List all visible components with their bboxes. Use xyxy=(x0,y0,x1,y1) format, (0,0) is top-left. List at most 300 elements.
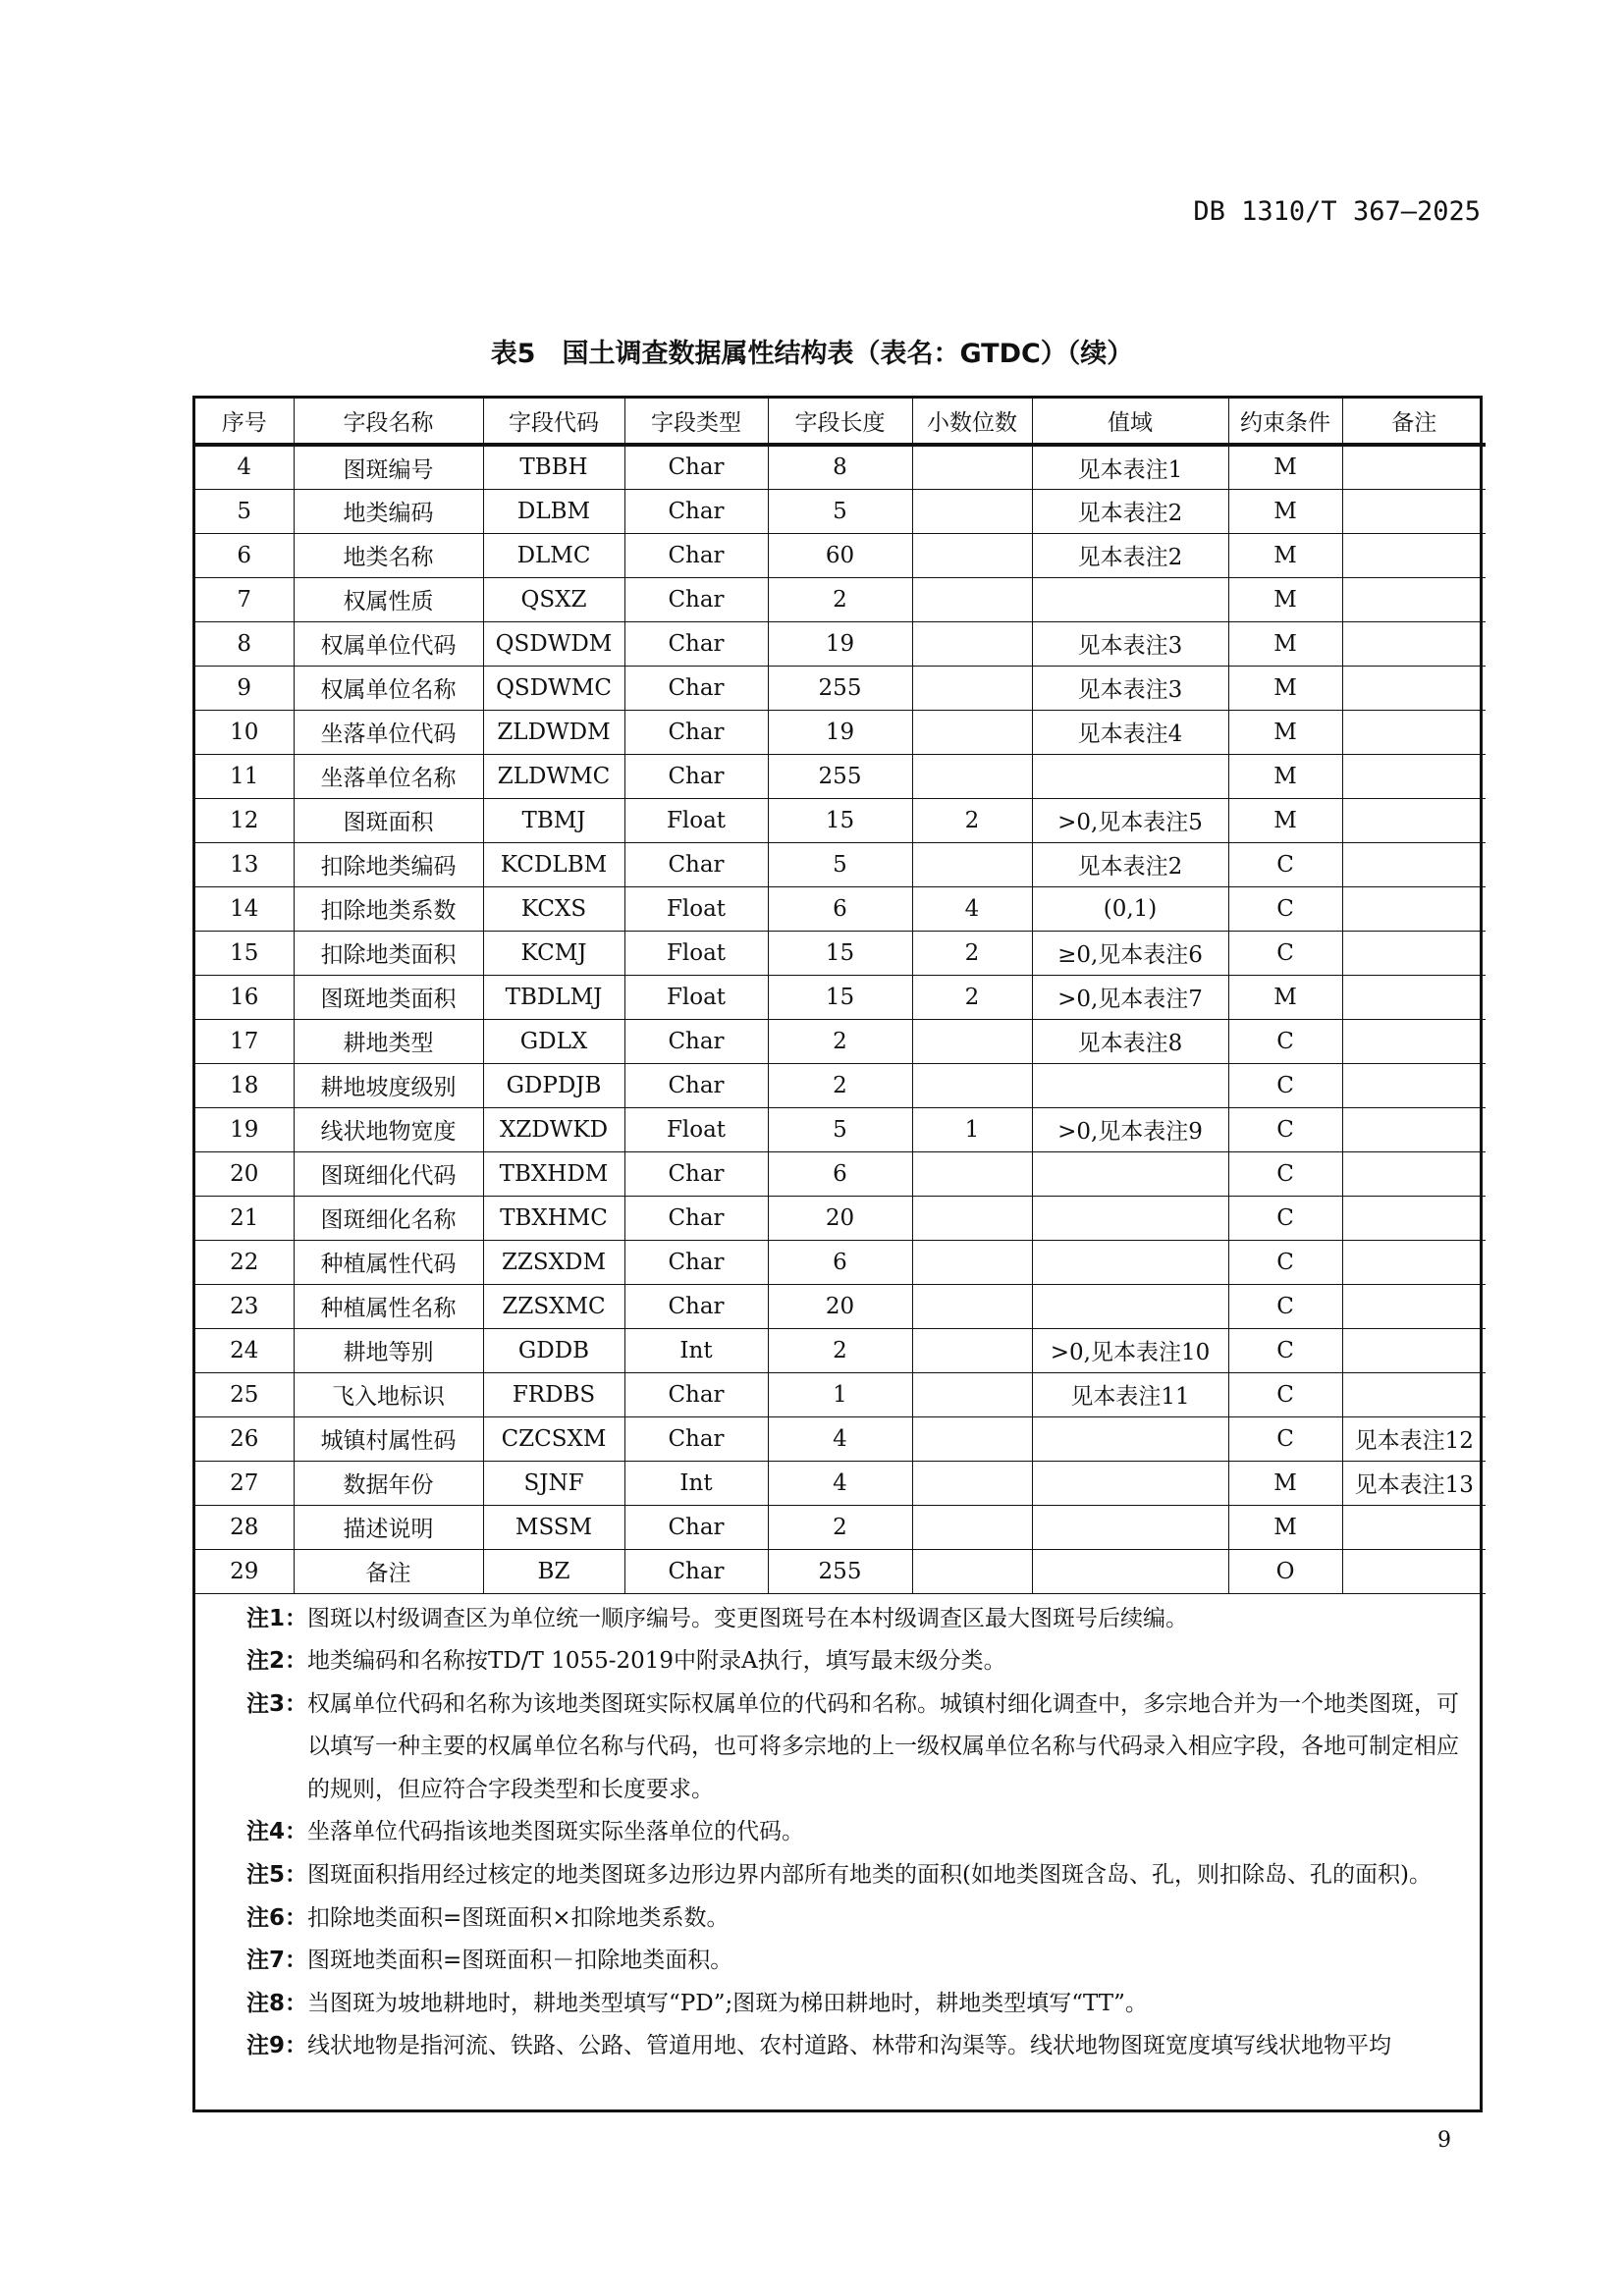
table-row xyxy=(195,975,1486,1019)
note-text: 图斑以村级调查区为单位统一顺序编号。变更图斑号在本村级调查区最大图斑号后续编。 xyxy=(307,1605,1189,1631)
table-cell xyxy=(912,1328,1032,1372)
table-cell: 27 xyxy=(195,1461,294,1505)
table-cell xyxy=(1032,1240,1228,1284)
table-cell: C xyxy=(1228,1019,1342,1063)
table-cell: 4 xyxy=(768,1416,912,1461)
table-cell: 见本表注2 xyxy=(1032,842,1228,886)
table-row xyxy=(195,621,1486,666)
table-cell: 17 xyxy=(195,1019,294,1063)
table-cell: 耕地等别 xyxy=(294,1328,483,1372)
table-cell: O xyxy=(1228,1549,1342,1593)
table-cell: 种植属性名称 xyxy=(294,1284,483,1328)
table-cell: 见本表注3 xyxy=(1032,621,1228,666)
table-cell: 13 xyxy=(195,842,294,886)
table-cell: 线状地物宽度 xyxy=(294,1107,483,1151)
table-cell: 图斑编号 xyxy=(294,445,483,489)
note-text: 权属单位代码和名称为该地类图斑实际权属单位的代码和名称。城镇村细化调查中，多宗地合并为一个地类图斑，可以填写一种主要的权属单位名称与代码，也可将多宗地的上一级权属单位名称与代码录入相应字段，各地可制定相应的规则，但应符合字段类型和长度要求。 xyxy=(307,1690,1460,1802)
table-cell: Char xyxy=(624,533,768,577)
table-cell: >0,见本表注7 xyxy=(1032,975,1228,1019)
table-cell: 扣除地类面积 xyxy=(294,931,483,975)
table-cell: M xyxy=(1228,489,1342,533)
table-cell: 图斑面积 xyxy=(294,798,483,842)
table-cell xyxy=(1342,533,1486,577)
table-cell xyxy=(912,710,1032,754)
table-cell xyxy=(1342,1196,1486,1240)
table-cell: 扣除地类系数 xyxy=(294,886,483,931)
table-cell: TBMJ xyxy=(483,798,624,842)
table-cell: MSSM xyxy=(483,1505,624,1549)
note-item xyxy=(246,2025,1480,2068)
table-cell: 25 xyxy=(195,1372,294,1416)
table-cell: 20 xyxy=(195,1151,294,1196)
note-text: 扣除地类面积=图斑面积×扣除地类系数。 xyxy=(307,1904,730,1931)
table-cell xyxy=(1342,754,1486,798)
column-header: 字段代码 xyxy=(483,399,624,445)
table-cell: C xyxy=(1228,1328,1342,1372)
table-cell xyxy=(912,621,1032,666)
table-cell: 20 xyxy=(768,1284,912,1328)
table-cell: 20 xyxy=(768,1196,912,1240)
table-cell: 60 xyxy=(768,533,912,577)
table-cell: ZZSXDM xyxy=(483,1240,624,1284)
attribute-table-frame xyxy=(192,396,1483,2112)
table-cell: M xyxy=(1228,445,1342,489)
table-cell: 坐落单位名称 xyxy=(294,754,483,798)
table-cell xyxy=(912,1284,1032,1328)
table-cell: 9 xyxy=(195,666,294,710)
table-cell: Float xyxy=(624,798,768,842)
table-title: 表5 国土调查数据属性结构表（表名：GTDC）（续） xyxy=(490,339,1134,369)
table-cell xyxy=(1032,1196,1228,1240)
column-header: 字段长度 xyxy=(768,399,912,445)
note-item xyxy=(246,1683,1480,1812)
table-cell: 6 xyxy=(768,1240,912,1284)
table-cell: 255 xyxy=(768,754,912,798)
table-cell: C xyxy=(1228,842,1342,886)
note-text: 坐落单位代码指该地类图斑实际坐落单位的代码。 xyxy=(307,1819,805,1845)
table-cell: C xyxy=(1228,1107,1342,1151)
table-cell: DLBM xyxy=(483,489,624,533)
table-cell: 18 xyxy=(195,1063,294,1107)
table-cell: C xyxy=(1228,1240,1342,1284)
table-cell xyxy=(912,445,1032,489)
table-cell: 5 xyxy=(768,489,912,533)
note-text: 图斑面积指用经过核定的地类图斑多边形边界内部所有地类的面积(如地类图斑含岛、孔，则扣除岛、孔的面积)。 xyxy=(307,1862,1432,1889)
table-cell: 19 xyxy=(768,621,912,666)
table-cell: C xyxy=(1228,931,1342,975)
table-cell: Char xyxy=(624,489,768,533)
table-cell: QSDWDM xyxy=(483,621,624,666)
table-cell: C xyxy=(1228,1196,1342,1240)
table-cell: C xyxy=(1228,1063,1342,1107)
table-cell: (0,1) xyxy=(1032,886,1228,931)
table-cell: 22 xyxy=(195,1240,294,1284)
table-cell xyxy=(912,842,1032,886)
table-row xyxy=(195,931,1486,975)
table-cell: 见本表注8 xyxy=(1032,1019,1228,1063)
table-cell: 15 xyxy=(768,975,912,1019)
table-cell: 2 xyxy=(912,798,1032,842)
table-row xyxy=(195,1328,1486,1372)
table-cell: 5 xyxy=(768,1107,912,1151)
table-cell xyxy=(912,1240,1032,1284)
table-cell xyxy=(1342,445,1486,489)
table-row xyxy=(195,1372,1486,1416)
table-cell: SJNF xyxy=(483,1461,624,1505)
table-cell: >0,见本表注9 xyxy=(1032,1107,1228,1151)
table-row xyxy=(195,842,1486,886)
table-cell: BZ xyxy=(483,1549,624,1593)
note-text: 图斑地类面积=图斑面积－扣除地类面积。 xyxy=(307,1948,733,1974)
table-cell: M xyxy=(1228,666,1342,710)
note-label: 注3： xyxy=(246,1690,308,1717)
table-cell xyxy=(1342,621,1486,666)
table-cell xyxy=(1342,1019,1486,1063)
table-cell: KCMJ xyxy=(483,931,624,975)
table-cell: 2 xyxy=(768,1063,912,1107)
table-cell: 7 xyxy=(195,577,294,621)
table-cell: 飞入地标识 xyxy=(294,1372,483,1416)
table-cell: 23 xyxy=(195,1284,294,1328)
table-cell: 15 xyxy=(768,931,912,975)
table-cell: 26 xyxy=(195,1416,294,1461)
table-cell: 2 xyxy=(768,1505,912,1549)
table-cell xyxy=(912,577,1032,621)
table-cell xyxy=(1342,1151,1486,1196)
table-row xyxy=(195,666,1486,710)
table-cell xyxy=(912,1151,1032,1196)
table-cell xyxy=(1342,666,1486,710)
table-cell: M xyxy=(1228,533,1342,577)
table-cell xyxy=(1342,1107,1486,1151)
table-cell: >0,见本表注10 xyxy=(1032,1328,1228,1372)
table-cell: TBXHDM xyxy=(483,1151,624,1196)
table-row xyxy=(195,710,1486,754)
note-label: 注8： xyxy=(246,1990,308,2016)
table-cell: KCDLBM xyxy=(483,842,624,886)
column-header: 约束条件 xyxy=(1228,399,1342,445)
table-cell: Char xyxy=(624,1196,768,1240)
table-cell: 耕地坡度级别 xyxy=(294,1063,483,1107)
table-cell: 28 xyxy=(195,1505,294,1549)
table-cell: 5 xyxy=(195,489,294,533)
attribute-table xyxy=(195,399,1486,1594)
table-cell: 10 xyxy=(195,710,294,754)
table-cell: 4 xyxy=(195,445,294,489)
table-cell xyxy=(912,1196,1032,1240)
note-text: 当图斑为坡地耕地时，耕地类型填写“PD”;图斑为梯田耕地时，耕地类型填写“TT”。 xyxy=(307,1990,1148,2016)
table-cell: 4 xyxy=(768,1461,912,1505)
column-header: 备注 xyxy=(1342,399,1486,445)
table-cell xyxy=(1342,710,1486,754)
note-item xyxy=(246,1854,1480,1897)
table-cell xyxy=(912,1416,1032,1461)
table-cell: Char xyxy=(624,710,768,754)
table-cell: 见本表注3 xyxy=(1032,666,1228,710)
table-cell: 6 xyxy=(195,533,294,577)
table-cell: 坐落单位代码 xyxy=(294,710,483,754)
table-row xyxy=(195,1196,1486,1240)
note-label: 注1： xyxy=(246,1605,308,1631)
table-cell: 2 xyxy=(912,931,1032,975)
page-number: 9 xyxy=(1437,2128,1451,2153)
table-row xyxy=(195,1107,1486,1151)
table-cell: 耕地类型 xyxy=(294,1019,483,1063)
table-cell: Char xyxy=(624,1549,768,1593)
table-cell: 见本表注2 xyxy=(1032,533,1228,577)
table-cell xyxy=(1032,1505,1228,1549)
table-cell: 29 xyxy=(195,1549,294,1593)
table-cell: C xyxy=(1228,1372,1342,1416)
table-cell: Char xyxy=(624,1505,768,1549)
table-cell: 5 xyxy=(768,842,912,886)
table-cell: 数据年份 xyxy=(294,1461,483,1505)
table-cell: 1 xyxy=(768,1372,912,1416)
table-row xyxy=(195,1505,1486,1549)
table-cell: 15 xyxy=(768,798,912,842)
table-cell: 权属单位代码 xyxy=(294,621,483,666)
table-cell: GDDB xyxy=(483,1328,624,1372)
column-header: 序号 xyxy=(195,399,294,445)
table-row xyxy=(195,754,1486,798)
table-cell: M xyxy=(1228,577,1342,621)
table-row xyxy=(195,1284,1486,1328)
table-cell: 255 xyxy=(768,666,912,710)
table-cell xyxy=(912,1063,1032,1107)
table-cell: ≥0,见本表注6 xyxy=(1032,931,1228,975)
table-cell: 图斑细化名称 xyxy=(294,1196,483,1240)
table-cell xyxy=(1032,754,1228,798)
table-cell: KCXS xyxy=(483,886,624,931)
table-cell: M xyxy=(1228,754,1342,798)
table-cell: C xyxy=(1228,886,1342,931)
table-cell xyxy=(912,1019,1032,1063)
table-cell xyxy=(1342,1505,1486,1549)
table-cell: 图斑细化代码 xyxy=(294,1151,483,1196)
note-label: 注6： xyxy=(246,1904,308,1931)
table-cell: Char xyxy=(624,445,768,489)
table-cell: 19 xyxy=(195,1107,294,1151)
table-cell: QSDWMC xyxy=(483,666,624,710)
table-cell: 1 xyxy=(912,1107,1032,1151)
table-cell xyxy=(1342,1063,1486,1107)
note-label: 注7： xyxy=(246,1948,308,1974)
table-cell: C xyxy=(1228,1284,1342,1328)
table-cell: Char xyxy=(624,1416,768,1461)
table-row xyxy=(195,1549,1486,1593)
table-cell: 21 xyxy=(195,1196,294,1240)
table-cell: 见本表注4 xyxy=(1032,710,1228,754)
column-header: 值域 xyxy=(1032,399,1228,445)
table-cell: CZCSXM xyxy=(483,1416,624,1461)
table-cell: 地类名称 xyxy=(294,533,483,577)
table-cell: 种植属性代码 xyxy=(294,1240,483,1284)
table-cell xyxy=(912,1505,1032,1549)
table-cell: Char xyxy=(624,1240,768,1284)
note-item xyxy=(246,1598,1480,1641)
table-cell: TBBH xyxy=(483,445,624,489)
table-cell: M xyxy=(1228,975,1342,1019)
table-cell: >0,见本表注5 xyxy=(1032,798,1228,842)
table-cell: 4 xyxy=(912,886,1032,931)
note-label: 注4： xyxy=(246,1819,308,1845)
note-text: 地类编码和名称按TD/T 1055-2019中附录A执行，填写最末级分类。 xyxy=(307,1648,1006,1675)
table-cell xyxy=(1342,886,1486,931)
table-cell: Char xyxy=(624,1372,768,1416)
table-cell: DLMC xyxy=(483,533,624,577)
table-notes xyxy=(195,1594,1480,2069)
table-row xyxy=(195,1063,1486,1107)
table-cell: 见本表注11 xyxy=(1032,1372,1228,1416)
table-cell xyxy=(1032,577,1228,621)
table-cell: 14 xyxy=(195,886,294,931)
table-cell xyxy=(1032,1284,1228,1328)
table-cell xyxy=(912,489,1032,533)
table-cell: 扣除地类编码 xyxy=(294,842,483,886)
table-cell: M xyxy=(1228,1461,1342,1505)
table-cell: C xyxy=(1228,1151,1342,1196)
table-cell: GDLX xyxy=(483,1019,624,1063)
table-cell: M xyxy=(1228,621,1342,666)
table-cell: ZLDWMC xyxy=(483,754,624,798)
table-cell: 见本表注13 xyxy=(1342,1461,1486,1505)
table-cell: 权属性质 xyxy=(294,577,483,621)
document-code: DB 1310/T 367—2025 xyxy=(1193,196,1481,227)
table-cell: 24 xyxy=(195,1328,294,1372)
table-cell: 15 xyxy=(195,931,294,975)
table-cell: FRDBS xyxy=(483,1372,624,1416)
table-cell xyxy=(1342,489,1486,533)
table-cell xyxy=(1032,1151,1228,1196)
table-cell: Float xyxy=(624,931,768,975)
table-cell xyxy=(912,666,1032,710)
table-cell xyxy=(1342,842,1486,886)
table-cell: 权属单位名称 xyxy=(294,666,483,710)
table-cell xyxy=(1032,1416,1228,1461)
table-row xyxy=(195,1151,1486,1196)
table-cell: Char xyxy=(624,754,768,798)
table-cell: Char xyxy=(624,842,768,886)
note-label: 注5： xyxy=(246,1862,308,1889)
table-cell: Char xyxy=(624,1284,768,1328)
table-cell: 见本表注2 xyxy=(1032,489,1228,533)
table-row xyxy=(195,1019,1486,1063)
table-cell: Char xyxy=(624,1019,768,1063)
table-cell xyxy=(1032,1549,1228,1593)
table-cell xyxy=(1342,1284,1486,1328)
table-cell xyxy=(1032,1461,1228,1505)
table-cell: 描述说明 xyxy=(294,1505,483,1549)
table-row xyxy=(195,886,1486,931)
table-cell xyxy=(1342,577,1486,621)
table-cell xyxy=(1342,1549,1486,1593)
table-cell xyxy=(1342,1240,1486,1284)
note-label: 注2： xyxy=(246,1648,308,1675)
table-cell: 地类编码 xyxy=(294,489,483,533)
table-cell: M xyxy=(1228,710,1342,754)
table-cell: QSXZ xyxy=(483,577,624,621)
note-item xyxy=(246,1983,1480,2026)
table-cell: M xyxy=(1228,1505,1342,1549)
table-cell: C xyxy=(1228,1416,1342,1461)
table-cell xyxy=(912,533,1032,577)
table-cell: 6 xyxy=(768,1151,912,1196)
note-label: 注9： xyxy=(246,2033,308,2059)
table-cell xyxy=(1342,931,1486,975)
table-row xyxy=(195,533,1486,577)
table-row xyxy=(195,1461,1486,1505)
table-cell: 城镇村属性码 xyxy=(294,1416,483,1461)
table-cell: Char xyxy=(624,666,768,710)
table-cell: TBDLMJ xyxy=(483,975,624,1019)
table-cell xyxy=(1342,798,1486,842)
table-cell: Float xyxy=(624,975,768,1019)
table-row xyxy=(195,798,1486,842)
table-cell: ZLDWDM xyxy=(483,710,624,754)
table-cell: Float xyxy=(624,1107,768,1151)
table-cell xyxy=(1342,1372,1486,1416)
table-cell: 2 xyxy=(912,975,1032,1019)
table-row xyxy=(195,445,1486,489)
table-cell xyxy=(912,1461,1032,1505)
table-row xyxy=(195,489,1486,533)
table-cell: Int xyxy=(624,1461,768,1505)
note-item xyxy=(246,1811,1480,1854)
table-cell: 19 xyxy=(768,710,912,754)
column-header: 小数位数 xyxy=(912,399,1032,445)
table-cell: Float xyxy=(624,886,768,931)
table-cell: 2 xyxy=(768,1328,912,1372)
note-item xyxy=(246,1897,1480,1941)
table-cell: ZZSXMC xyxy=(483,1284,624,1328)
table-cell xyxy=(912,1372,1032,1416)
table-header-row xyxy=(195,399,1486,445)
table-cell: XZDWKD xyxy=(483,1107,624,1151)
table-cell: 12 xyxy=(195,798,294,842)
column-header: 字段类型 xyxy=(624,399,768,445)
table-cell xyxy=(1032,1063,1228,1107)
table-cell: 见本表注12 xyxy=(1342,1416,1486,1461)
table-cell: M xyxy=(1228,798,1342,842)
table-cell: 8 xyxy=(768,445,912,489)
table-cell: 16 xyxy=(195,975,294,1019)
table-cell: 6 xyxy=(768,886,912,931)
table-cell: Char xyxy=(624,577,768,621)
table-cell: TBXHMC xyxy=(483,1196,624,1240)
table-cell: 8 xyxy=(195,621,294,666)
table-cell: 备注 xyxy=(294,1549,483,1593)
table-cell xyxy=(912,1549,1032,1593)
table-cell: 2 xyxy=(768,577,912,621)
table-cell: Char xyxy=(624,1063,768,1107)
note-text: 线状地物是指河流、铁路、公路、管道用地、农村道路、林带和沟渠等。线状地物图斑宽度填写线状地物平均 xyxy=(307,2033,1392,2059)
note-item xyxy=(246,1640,1480,1683)
table-cell: 2 xyxy=(768,1019,912,1063)
column-header: 字段名称 xyxy=(294,399,483,445)
note-item xyxy=(246,1940,1480,1983)
table-cell: GDPDJB xyxy=(483,1063,624,1107)
table-row xyxy=(195,577,1486,621)
table-cell: 11 xyxy=(195,754,294,798)
table-cell: 图斑地类面积 xyxy=(294,975,483,1019)
table-row xyxy=(195,1416,1486,1461)
table-cell: Char xyxy=(624,1151,768,1196)
table-cell xyxy=(912,754,1032,798)
table-cell xyxy=(1342,975,1486,1019)
table-row xyxy=(195,1240,1486,1284)
table-cell: Char xyxy=(624,621,768,666)
table-cell: Int xyxy=(624,1328,768,1372)
